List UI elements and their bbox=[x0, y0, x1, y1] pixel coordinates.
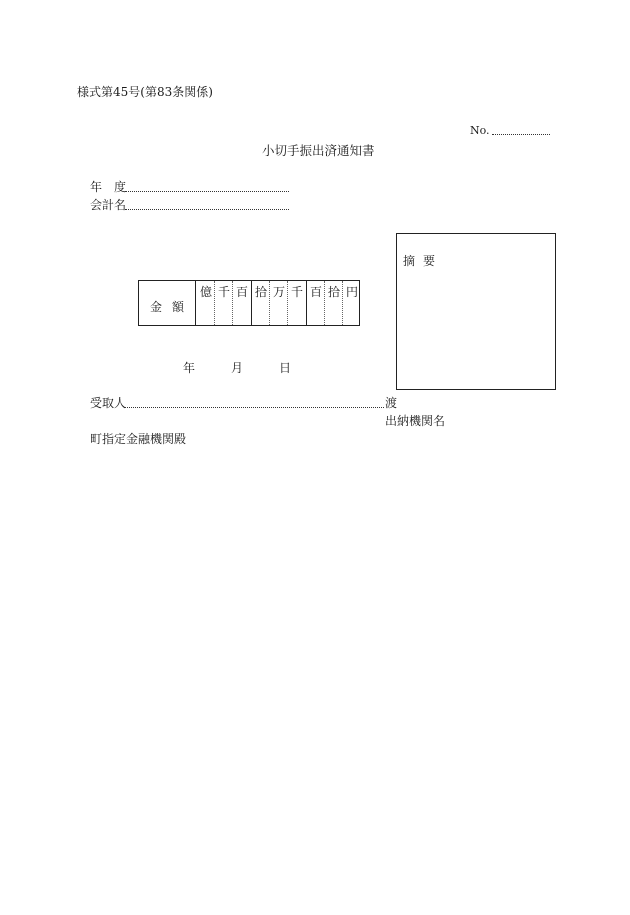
digit-divider bbox=[324, 281, 325, 325]
amount-digits bbox=[196, 281, 359, 325]
digit-group-divider bbox=[306, 281, 307, 325]
digit-hyaku-2: 百 bbox=[309, 285, 322, 299]
document-title: 小切手振出済通知書 bbox=[262, 143, 375, 158]
digit-group-divider bbox=[251, 281, 252, 325]
summary-box bbox=[396, 233, 556, 390]
digit-man: 万 bbox=[272, 285, 285, 299]
digit-juu-2: 拾 bbox=[327, 285, 340, 299]
digit-oku: 億 bbox=[199, 285, 212, 299]
disbursing-agency-label: 出納機関名 bbox=[385, 414, 446, 428]
date-month: 月 bbox=[231, 361, 244, 375]
recipient-suffix: 渡 bbox=[385, 396, 398, 410]
account-name-label: 会計名 bbox=[90, 198, 127, 212]
recipient-label: 受取人 bbox=[90, 396, 127, 410]
date-day: 日 bbox=[279, 361, 292, 375]
fiscal-year-label: 年 度 bbox=[90, 180, 127, 194]
addressee: 町指定金融機関殿 bbox=[90, 432, 187, 446]
amount-table bbox=[138, 280, 360, 326]
no-dotted-line bbox=[492, 134, 550, 135]
digit-hyaku-1: 百 bbox=[235, 285, 248, 299]
amount-label-cell bbox=[139, 281, 196, 325]
summary-label: 摘要 bbox=[403, 254, 444, 268]
digit-sen-2: 千 bbox=[290, 285, 303, 299]
recipient-dotted-line bbox=[125, 407, 384, 408]
account-name-dotted-line bbox=[125, 209, 289, 210]
digit-divider bbox=[269, 281, 270, 325]
amount-label: 金額 bbox=[150, 300, 195, 314]
digit-divider bbox=[287, 281, 288, 325]
digit-en: 円 bbox=[345, 285, 358, 299]
fiscal-year-dotted-line bbox=[125, 191, 289, 192]
date-year: 年 bbox=[183, 361, 196, 375]
no-label: No. bbox=[470, 124, 490, 137]
digit-sen-1: 千 bbox=[217, 285, 230, 299]
digit-divider bbox=[342, 281, 343, 325]
digit-divider bbox=[214, 281, 215, 325]
digit-divider bbox=[232, 281, 233, 325]
digit-juu-1: 拾 bbox=[254, 285, 267, 299]
form-number: 様式第45号(第83条関係) bbox=[77, 85, 213, 99]
